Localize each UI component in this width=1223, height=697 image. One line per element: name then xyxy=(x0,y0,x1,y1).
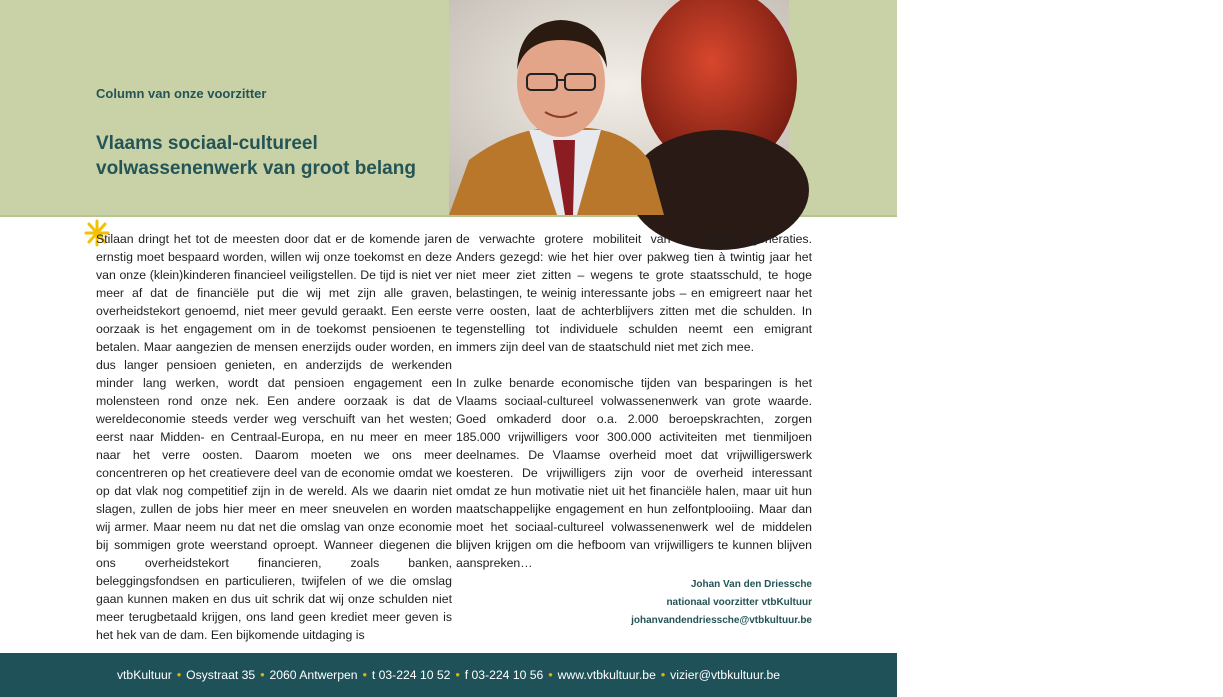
footer-email-link[interactable]: vizier@vtbkultuur.be xyxy=(670,668,781,682)
footer-separator: • xyxy=(548,668,553,682)
column-kicker: Column van onze voorzitter xyxy=(96,86,267,101)
footer-street: Osystraat 35 xyxy=(186,668,256,682)
footer-org: vtbKultuur xyxy=(116,668,172,682)
footer-phone: t 03-224 10 52 xyxy=(371,668,451,682)
signature-role: nationaal voorzitter vtbKultuur xyxy=(666,597,812,608)
article-paragraph: In zulke benarde economische tijden van besparingen is het Vlaams sociaal-cultureel volwassenenwerk van grote waarde. Goed omkaderd door o.a. 2.000 beroepskrachten, zorgen 185.000 vrijwilligers voor 300.000 activiteiten met tienmiljoen deelnames. De Vlaamse overheid moet dat vrijwilligerswerk koesteren. De vrijwilligers zijn voor de overheid interessant omdat ze hun motivatie niet uit het financiële halen, maar uit hun maatschappelijke engagement en hun zelfontplooiing. Maar dan moet het sociaal-cultureel volwassenenwerk wel de middelen blijven krijgen om die hefboom van vrijwilligers te kunnen blijven aanspreken… xyxy=(456,376,812,570)
signature-email[interactable]: johanvandendriessche@vtbkultuur.be xyxy=(631,615,812,626)
author-photo xyxy=(449,0,1223,215)
footer-city: 2060 Antwerpen xyxy=(269,668,358,682)
footer-separator: • xyxy=(176,668,182,682)
footer-separator: • xyxy=(455,668,460,682)
footer-fax: f 03-224 10 56 xyxy=(464,668,544,682)
article-column-right xyxy=(456,230,812,572)
article-paragraph: de verwachte grotere mobiliteit van de nieuwe generaties. Anders gezegd: wie het hier over pakweg tien à twintig jaar het niet meer ziet zitten – wegens te grote staatsschuld, te hoge belastingen, te weinig interessante jobs – en emigreert naar het verre oosten, laat de achterblijvers zitten met die schulden. In tegenstelling tot individuele schulden neemt een emigrant immers zijn deel van de staatschuld niet met zich mee. xyxy=(456,232,812,354)
photo-credit: © Alain De Stoop xyxy=(1216,136,1223,190)
article-column-left xyxy=(96,230,452,644)
signature xyxy=(456,576,812,630)
footer-separator: • xyxy=(660,668,666,682)
footer-contact-bar xyxy=(0,653,897,697)
footer-separator: • xyxy=(260,668,265,682)
article-paragraph: Stilaan dringt het tot de meesten door dat er de komende jaren ernstig moet bespaard worden, willen wij onze toekomst en deze van onze (klein)kinderen financieel veiligstellen. De tijd is niet ver meer af dat de financiële put die wij met zijn alle graven, overheidstekort genoemd, niet meer gevuld geraakt. Een eerste oorzaak is het engagement om in de toekomst pensioenen te betalen. Maar aangezien de mensen enerzijds ouder worden, en dus langer pensioen genieten, en anderzijds de werkenden minder lang werken, wordt dat pensioen engagement een molensteen rond onze nek. Een andere oorzaak is dat de wereldeconomie steeds verder weg verschuift van het westen; eerst naar Midden- en Centraal-Europa, en nu meer en meer naar het verre oosten. Daarom moeten we ons meer concentreren op het creatievere deel van de economie omdat we op dat vlak nog competitief zijn in de wereld. Als we daarin niet slagen, zullen de jobs hier meer en meer sneuvelen en worden wij armer. Maar neem nu dat net die omslag van onze economie bij sommigen grote weerstand oproept. Wanneer diegenen die ons overheidstekort financieren, zoals banken, beleggingsfondsen en particulieren, twijfelen of we die omslag gaan kunnen maken en dus uit schrik dat wij onze schulden niet meer terugbetaald krijgen, ons land geen krediet meer geven is het hek van de dam. Een bijkomende uitdaging is xyxy=(96,232,452,642)
footer-website-link[interactable]: www.vtbkultuur.be xyxy=(557,668,656,682)
footer-separator: • xyxy=(362,668,367,682)
signature-name: Johan Van den Driessche xyxy=(690,579,812,590)
page-title: Vlaams sociaal-cultureel volwassenenwerk van groot belang xyxy=(96,133,416,179)
